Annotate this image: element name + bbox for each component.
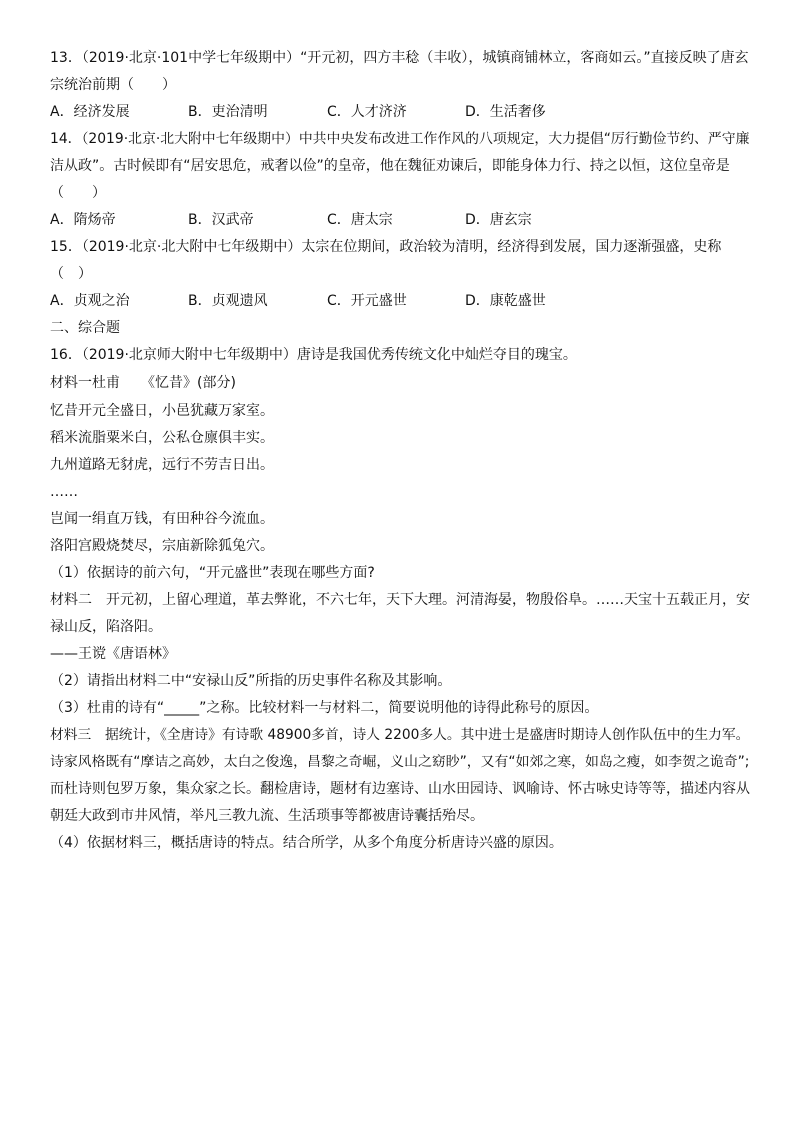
q14-options: [50, 210, 750, 230]
q15-stem-line-1: 15．（2019·北京·北大附中七年级期中）太宗在位期间，政治较为清明，经济得到发展，国力逐渐强盛，史称: [50, 239, 722, 255]
q14-stem-line-1: 14．（2019·北京·北大附中七年级期中）中共中央发布改进工作作风的八项规定，大力提倡“厉行勤俭节约、严守廉: [50, 131, 750, 147]
q13-options: [50, 102, 750, 122]
q13-option-b[interactable]: B．吏治清明: [188, 104, 268, 120]
q15-option-d[interactable]: D．康乾盛世: [465, 293, 546, 309]
q16-material-3-line: 诗家风格既有“摩诘之高妙，太白之俊逸，昌黎之奇崛，义山之窈眇”，又有“如郊之寒，如岛之瘦，如李贺之诡奇”;: [50, 754, 750, 770]
q16-material-2-source: ——王谠《唐语林》: [50, 646, 176, 662]
answer-blank[interactable]: _____: [164, 700, 200, 716]
poem-line: 岂闻一绢直万钱，有田种谷今流血。: [50, 511, 274, 527]
q15-option-b[interactable]: B．贞观遗风: [188, 293, 268, 309]
poem-line: 忆昔开元全盛日，小邑犹藏万家室。: [50, 403, 274, 419]
q16-subquestion-3: [50, 698, 750, 718]
q16-subquestion-1: （1）依据诗的前六句，“开元盛世”表现在哪些方面?: [50, 565, 375, 581]
q16-material-2-line-1: 材料二 开元初，上留心理道，革去弊讹，不六七年，天下大理。河清海晏，物殷俗阜。……天宝十五载正月，安: [50, 592, 750, 608]
q16-material-3-line: 而杜诗则包罗万象，集众家之长。翻检唐诗，题材有边塞诗、山水田园诗、讽喻诗、怀古咏史诗等等，描述内容从: [50, 781, 750, 797]
poem-line: 洛阳宫殿烧焚尽，宗庙新除狐兔穴。: [50, 538, 274, 554]
section-heading: 二、综合题: [50, 320, 120, 336]
q16-material-2-line-2: 禄山反，陷洛阳。: [50, 619, 162, 635]
poem-ellipsis: ……: [50, 484, 78, 500]
q14-option-a[interactable]: A．隋炀帝: [50, 212, 116, 228]
q14-option-c[interactable]: C．唐太宗: [327, 212, 393, 228]
q14-option-d[interactable]: D．唐玄宗: [465, 212, 532, 228]
q15-options: [50, 291, 750, 311]
q13-option-a[interactable]: A．经济发展: [50, 104, 130, 120]
q13-option-d[interactable]: D．生活奢侈: [465, 104, 546, 120]
poem-line: 九州道路无豺虎，远行不劳吉日出。: [50, 457, 274, 473]
q15-option-c[interactable]: C．开元盛世: [327, 293, 407, 309]
sub3-text-b: ”之称。比较材料一与材料二，简要说明他的诗得此称号的原因。: [199, 700, 599, 716]
q16-subquestion-2: （2）请指出材料二中“安禄山反”所指的历史事件名称及其影响。: [50, 673, 452, 689]
q16-material-1-title: 材料一杜甫 《忆昔》(部分): [50, 375, 236, 391]
q16-intro: 16．（2019·北京师大附中七年级期中）唐诗是我国优秀传统文化中灿烂夺目的瑰宝。: [50, 347, 577, 363]
q14-stem-line-3: （ ）: [50, 185, 106, 201]
q15-option-a[interactable]: A．贞观之治: [50, 293, 130, 309]
q13-stem-line-2: 宗统治前期（ ）: [50, 77, 176, 93]
poem-line: 稻米流脂粟米白，公私仓廪俱丰实。: [50, 430, 274, 446]
q14-option-b[interactable]: B．汉武帝: [188, 212, 254, 228]
q15-stem-line-2: （ ）: [50, 266, 92, 282]
q16-material-3-line: 朝廷大政到市井风情，举凡三教九流、生活琐事等都被唐诗囊括殆尽。: [50, 808, 484, 824]
q14-stem-line-2: 洁从政”。古时候即有“居安思危，戒奢以俭”的皇帝，他在魏征劝谏后，即能身体力行、持之以恒，这位皇帝是: [50, 158, 730, 174]
sub3-text-a: （3）杜甫的诗有“: [50, 700, 165, 716]
q13-option-c[interactable]: C．人才济济: [327, 104, 407, 120]
q16-material-3-line: 材料三 据统计，《全唐诗》有诗歌 48900多首，诗人 2200多人。其中进士是盛唐时期诗人创作队伍中的生力军。: [50, 727, 750, 743]
q16-subquestion-4: （4）依据材料三，概括唐诗的特点。结合所学，从多个角度分析唐诗兴盛的原因。: [50, 835, 563, 851]
q13-stem-line-1: 13．（2019·北京·101中学七年级期中）“开元初，四方丰稔（丰收），城镇商铺林立，客商如云。”直接反映了唐玄: [50, 50, 749, 66]
